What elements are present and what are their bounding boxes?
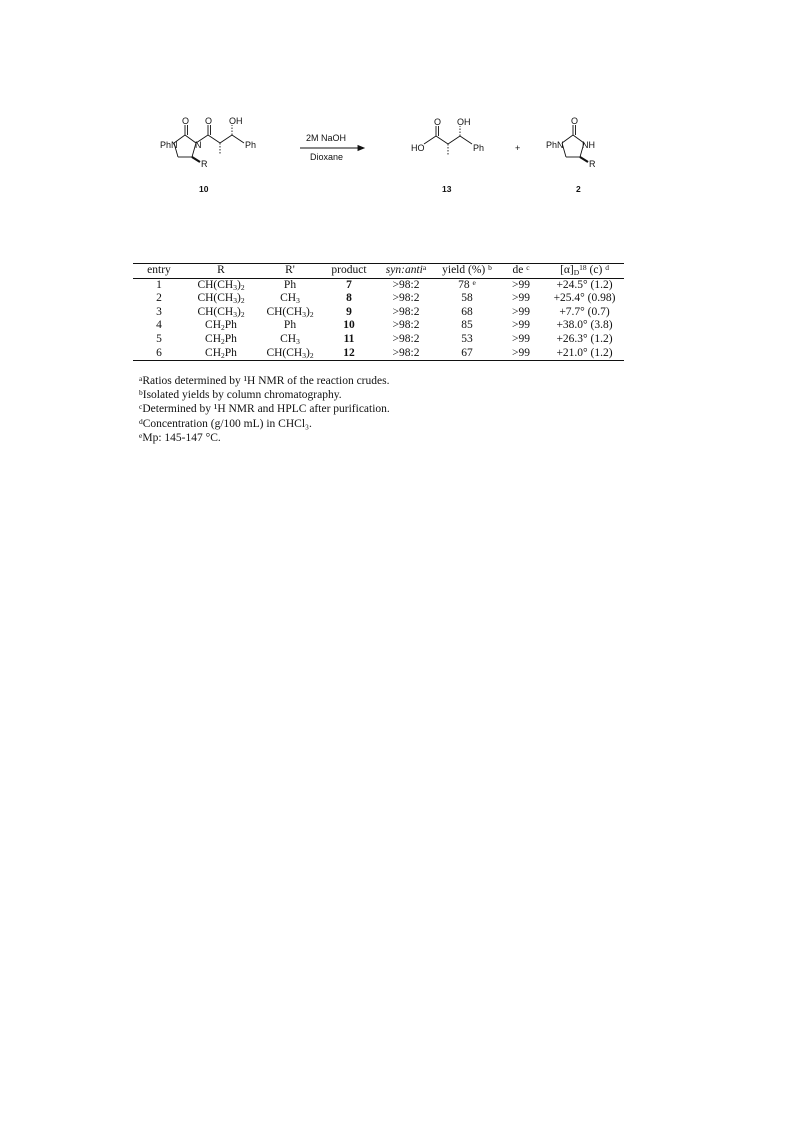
bond (460, 136, 472, 144)
atom-label: O (182, 116, 190, 126)
cell-r: $CH_2Ph$ (205, 346, 237, 360)
cell-yield: 85 (461, 319, 473, 332)
cell-de: >99 (512, 278, 530, 291)
table-footnotes (139, 374, 390, 445)
atom-label: PhN (546, 140, 564, 150)
cell-de: >99 (512, 332, 530, 345)
atom-label: O (434, 117, 442, 127)
cell-r: $CH(CH_3)_2$ (197, 305, 245, 319)
table-row (133, 292, 624, 306)
table-row (133, 333, 624, 347)
cell-entry: 6 (156, 346, 162, 359)
bond (436, 136, 448, 144)
bond (220, 135, 232, 143)
compound-number: 13 (442, 184, 452, 194)
table-row (133, 347, 624, 361)
atom-label: R (201, 159, 208, 169)
header-entry: entry (147, 264, 171, 276)
header-product: product (331, 264, 367, 276)
header-optical-rotation: $[\alpha]_D^{18}$ (c) $^d$ (560, 263, 609, 277)
table-header-row (133, 264, 624, 279)
header-r: R (217, 264, 225, 276)
header-syn-anti: syn:anti$^a$ (385, 263, 427, 276)
cell-r: $CH_2Ph$ (205, 319, 237, 333)
cell-optical-rotation: +21.0° (1.2) (556, 346, 613, 359)
atom-label: HO (411, 143, 425, 153)
cell-entry: 3 (156, 305, 162, 318)
cell-syn-anti: >98:2 (392, 319, 420, 332)
bond (232, 135, 244, 143)
cell-r-prime: $CH(CH_3)_2$ (266, 346, 314, 360)
cell-r: $CH(CH_3)_2$ (197, 278, 245, 292)
footnote: $^c$Determined by ¹H NMR and HPLC after purification. (139, 402, 390, 416)
cell-r-prime: $CH_3$ (280, 292, 300, 306)
cell-r-prime: $CH_3$ (280, 332, 300, 346)
atom-label: N (195, 140, 202, 150)
cell-entry: 5 (156, 332, 162, 345)
footnote: $^d$Concentration (g/100 mL) in CHCl₃. (139, 416, 312, 430)
table-row (133, 319, 624, 333)
compound-number: 2 (576, 184, 581, 194)
cell-r-prime: $CH(CH_3)_2$ (266, 305, 314, 319)
cell-optical-rotation: +25.4° (0.98) (553, 292, 616, 305)
cell-syn-anti: >98:2 (392, 346, 420, 359)
atom-label: Ph (245, 140, 257, 150)
cell-de: >99 (512, 292, 530, 305)
bond (208, 135, 220, 143)
cell-entry: 1 (156, 278, 162, 291)
compound-number: 10 (199, 184, 209, 194)
cell-yield: 68 (461, 305, 473, 318)
cell-product: 12 (343, 346, 355, 359)
atom-label: OH (229, 116, 243, 126)
table-row (133, 278, 624, 292)
cell-product: 11 (343, 332, 355, 345)
arrow-head (358, 146, 364, 151)
reaction-reagent: 2M NaOH (306, 133, 347, 143)
cell-syn-anti: >98:2 (392, 332, 420, 345)
bond (562, 135, 573, 143)
cell-yield: 53 (461, 332, 473, 345)
cell-syn-anti: >98:2 (392, 278, 420, 291)
cell-product: 10 (343, 319, 355, 332)
cell-syn-anti: >98:2 (392, 305, 420, 318)
bond (192, 157, 200, 162)
cell-optical-rotation: +24.5° (1.2) (556, 278, 613, 291)
atom-label: OH (457, 117, 471, 127)
footnote: $^b$Isolated yields by column chromatography. (139, 388, 342, 402)
cell-optical-rotation: +7.7° (0.7) (559, 305, 610, 318)
cell-yield: 78 $^e$ (458, 277, 476, 291)
cell-product: 8 (346, 292, 352, 305)
cell-product: 9 (346, 305, 352, 318)
cell-syn-anti: >98:2 (392, 292, 420, 305)
reaction-scheme-drawing (140, 110, 640, 210)
table-row (133, 306, 624, 320)
reaction-solvent: Dioxane (310, 152, 344, 162)
results-table (133, 263, 624, 361)
atom-label: R (589, 159, 596, 169)
cell-entry: 4 (156, 319, 162, 332)
cell-optical-rotation: +38.0° (3.8) (556, 319, 613, 332)
header-yield: yield (%) $^b$ (442, 263, 492, 276)
cell-optical-rotation: +26.3° (1.2) (556, 332, 613, 345)
cell-entry: 2 (156, 292, 162, 305)
cell-de: >99 (512, 346, 530, 359)
bond (580, 157, 588, 162)
cell-yield: 58 (461, 292, 473, 305)
header-de: de $^c$ (512, 263, 530, 276)
atom-label: O (205, 116, 213, 126)
cell-yield: 67 (461, 346, 473, 359)
cell-r: $CH_2Ph$ (205, 332, 237, 346)
footnote: $^e$Mp: 145-147 °C. (139, 430, 221, 444)
atom-label: O (571, 116, 579, 126)
cell-de: >99 (512, 319, 530, 332)
footnote: $^a$Ratios determined by ¹H NMR of the reaction crudes. (139, 374, 390, 387)
plus-sign: + (515, 143, 521, 153)
cell-product: 7 (346, 278, 352, 291)
cell-de: >99 (512, 305, 530, 318)
bond (448, 136, 460, 144)
bond (424, 136, 436, 144)
cell-r-prime: Ph (283, 319, 297, 332)
reaction-scheme (140, 110, 640, 210)
cell-r: $CH(CH_3)_2$ (197, 292, 245, 306)
atom-label: NH (582, 140, 595, 150)
cell-r-prime: Ph (283, 278, 297, 291)
atom-label: Ph (473, 143, 485, 153)
table-body (133, 278, 624, 361)
header-r-prime: R' (285, 264, 295, 276)
atom-label: PhN (160, 140, 178, 150)
